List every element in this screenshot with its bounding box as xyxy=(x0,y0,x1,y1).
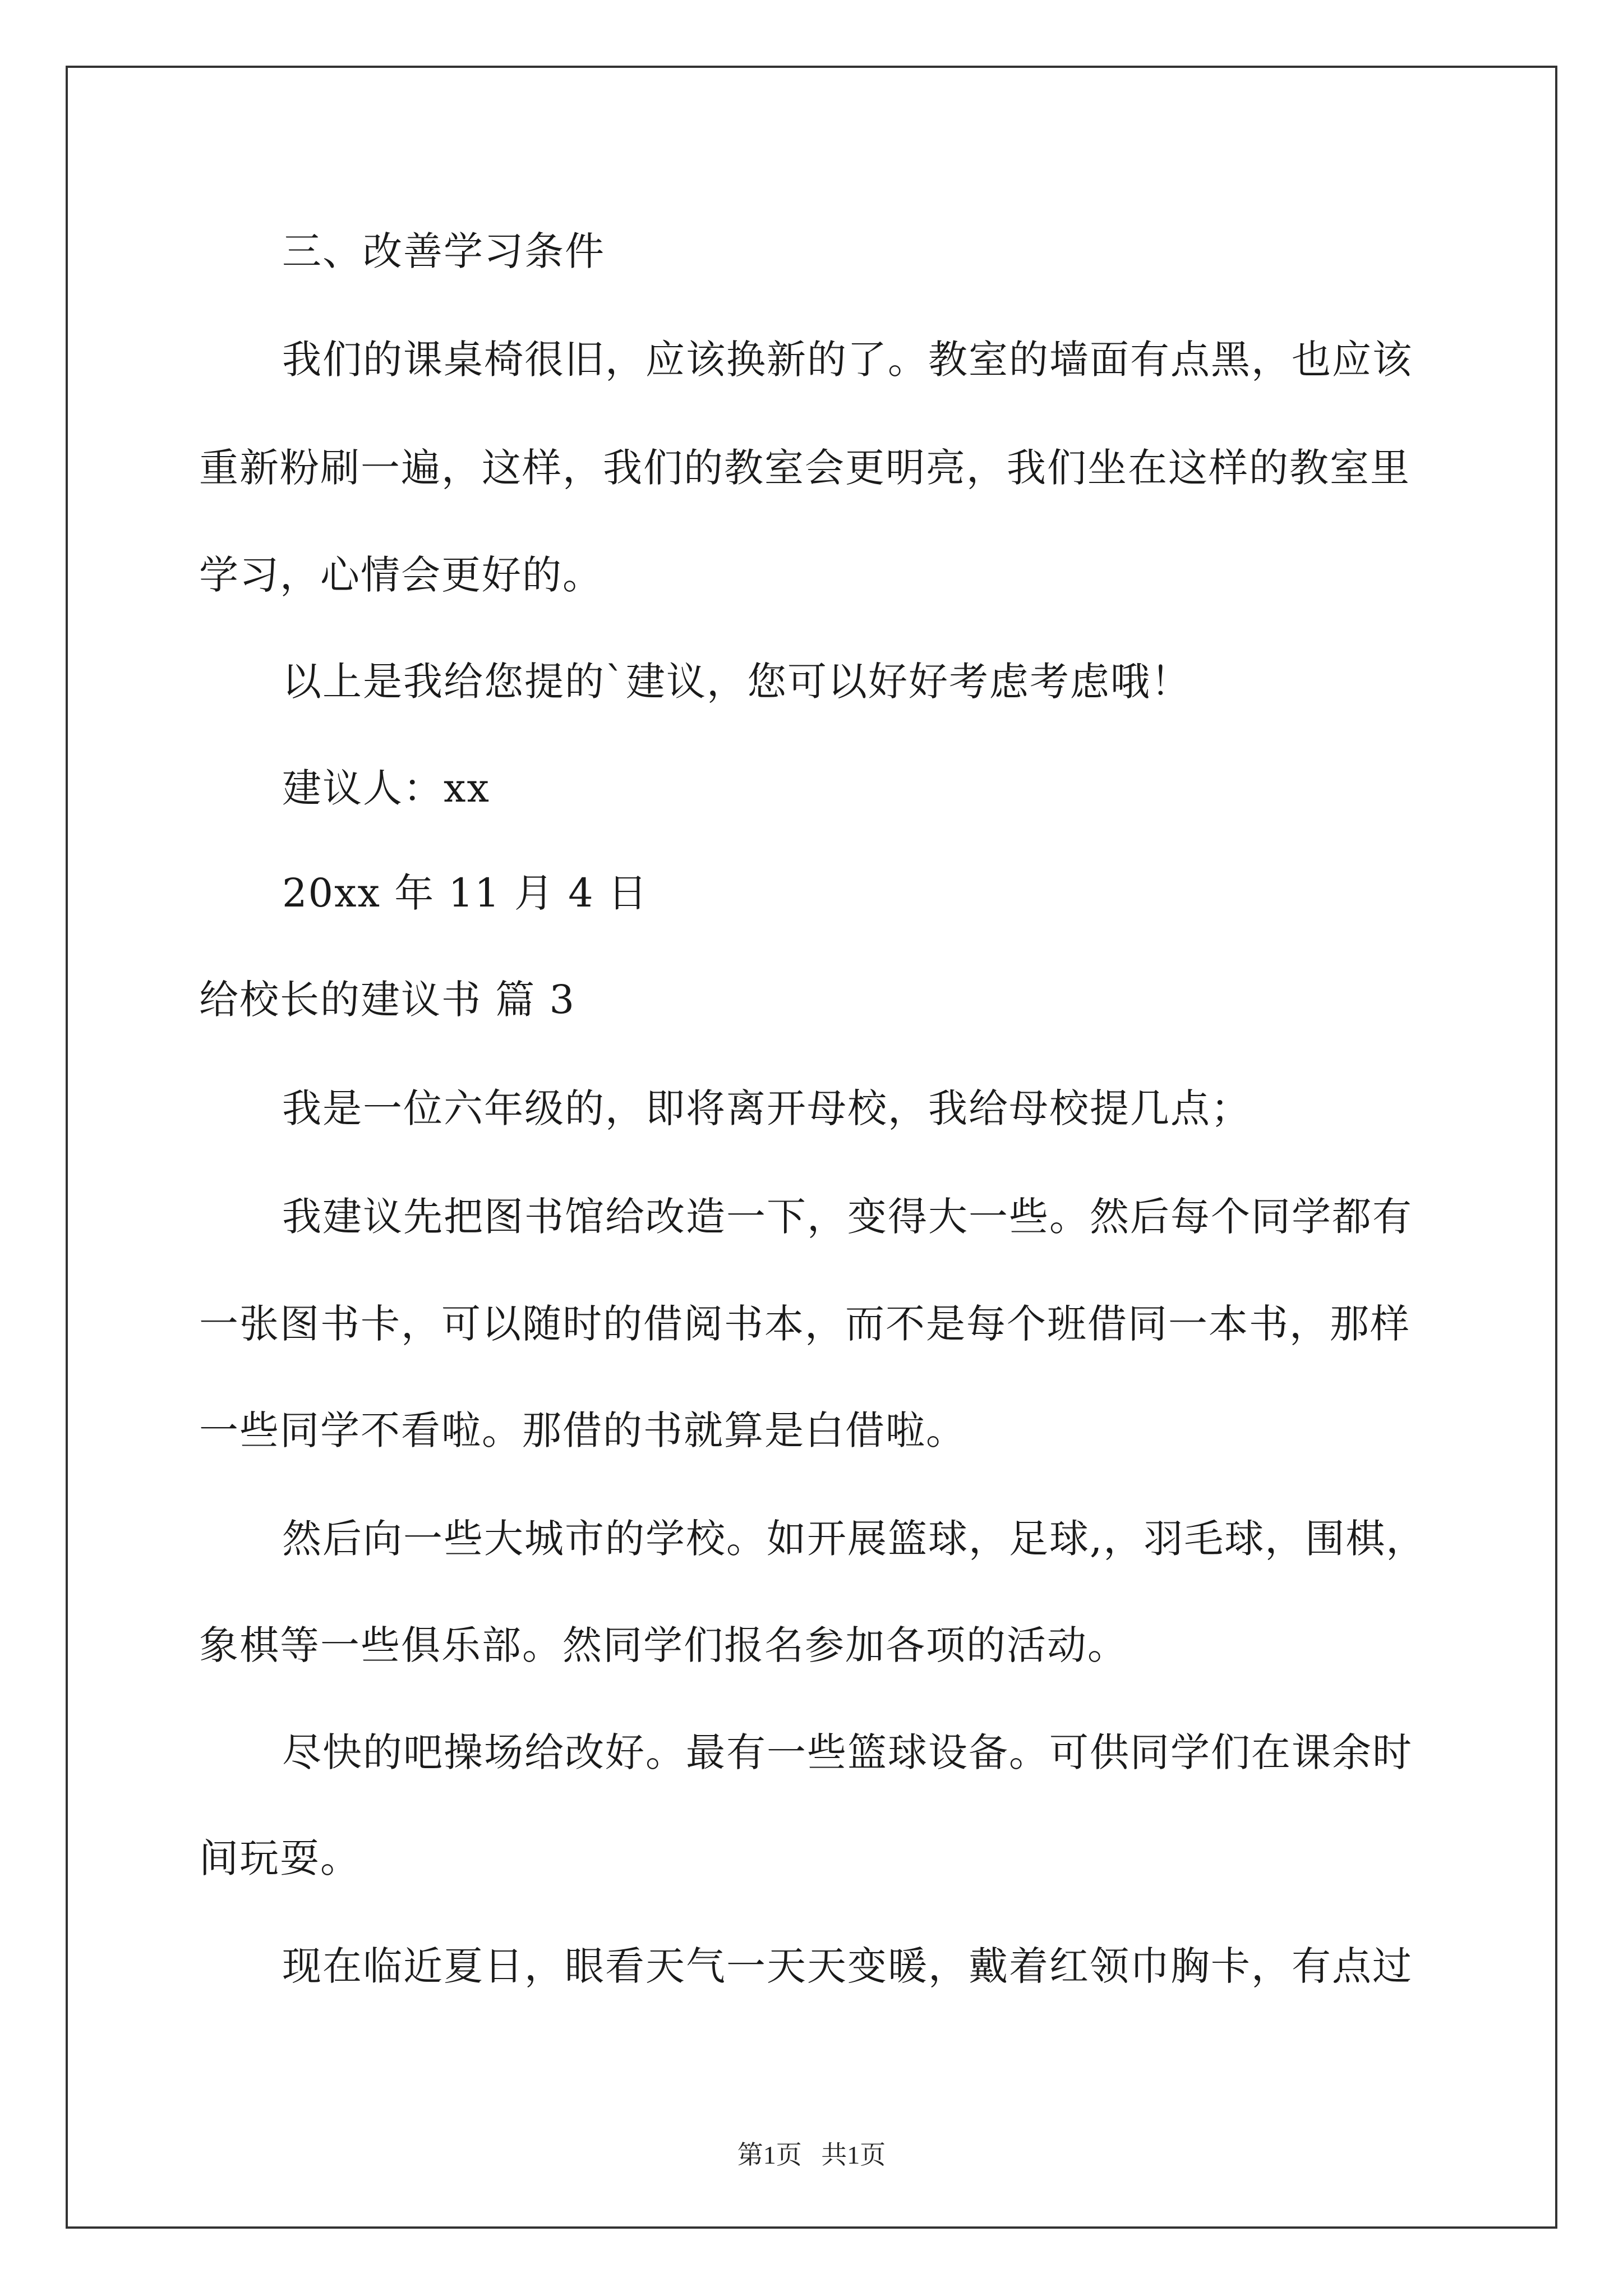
page-footer: 第1页 共1页 xyxy=(737,2141,886,2169)
paragraph-line: 重新粉刷一遍，这样，我们的教室会更明亮，我们坐在这样的教室里 xyxy=(199,445,1410,491)
paragraph-line: 我是一位六年级的，即将离开母校，我给母校提几点； xyxy=(282,1085,1251,1131)
paragraph-line: 我建议先把图书馆给改造一下，变得大一些。然后每个同学都有 xyxy=(282,1194,1413,1240)
article-title: 给校长的建议书 篇 3 xyxy=(199,977,576,1023)
page-border xyxy=(66,66,1557,2229)
paragraph-line: 尽快的吧操场给改好。最有一些篮球设备。可供同学们在课余时 xyxy=(282,1729,1413,1775)
paragraph-line: 一些同学不看啦。那借的书就算是白借啦。 xyxy=(199,1407,966,1453)
section-heading: 三、改善学习条件 xyxy=(282,228,605,274)
paragraph-line: 然后向一些大城市的学校。如开展篮球，足球,，羽毛球，围棋， xyxy=(282,1516,1427,1562)
paragraph-line: 学习，心情会更好的。 xyxy=(199,552,603,598)
signature-line: 建议人：xx xyxy=(282,765,490,811)
paragraph-line: 象棋等一些俱乐部。然同学们报名参加各项的活动。 xyxy=(199,1622,1128,1668)
paragraph-line: 一张图书卡，可以随时的借阅书本，而不是每个班借同一本书，那样 xyxy=(199,1301,1410,1347)
paragraph-line: 以上是我给您提的`建议，您可以好好考虑考虑哦！ xyxy=(282,659,1191,705)
paragraph-line: 间玩耍。 xyxy=(199,1835,361,1881)
date-line: 20xx 年 11 月 4 日 xyxy=(282,870,648,916)
paragraph-line: 现在临近夏日，眼看天气一天天变暖，戴着红领巾胸卡，有点过 xyxy=(282,1943,1413,1989)
paragraph-line: 我们的课桌椅很旧，应该换新的了。教室的墙面有点黑，也应该 xyxy=(282,337,1413,383)
